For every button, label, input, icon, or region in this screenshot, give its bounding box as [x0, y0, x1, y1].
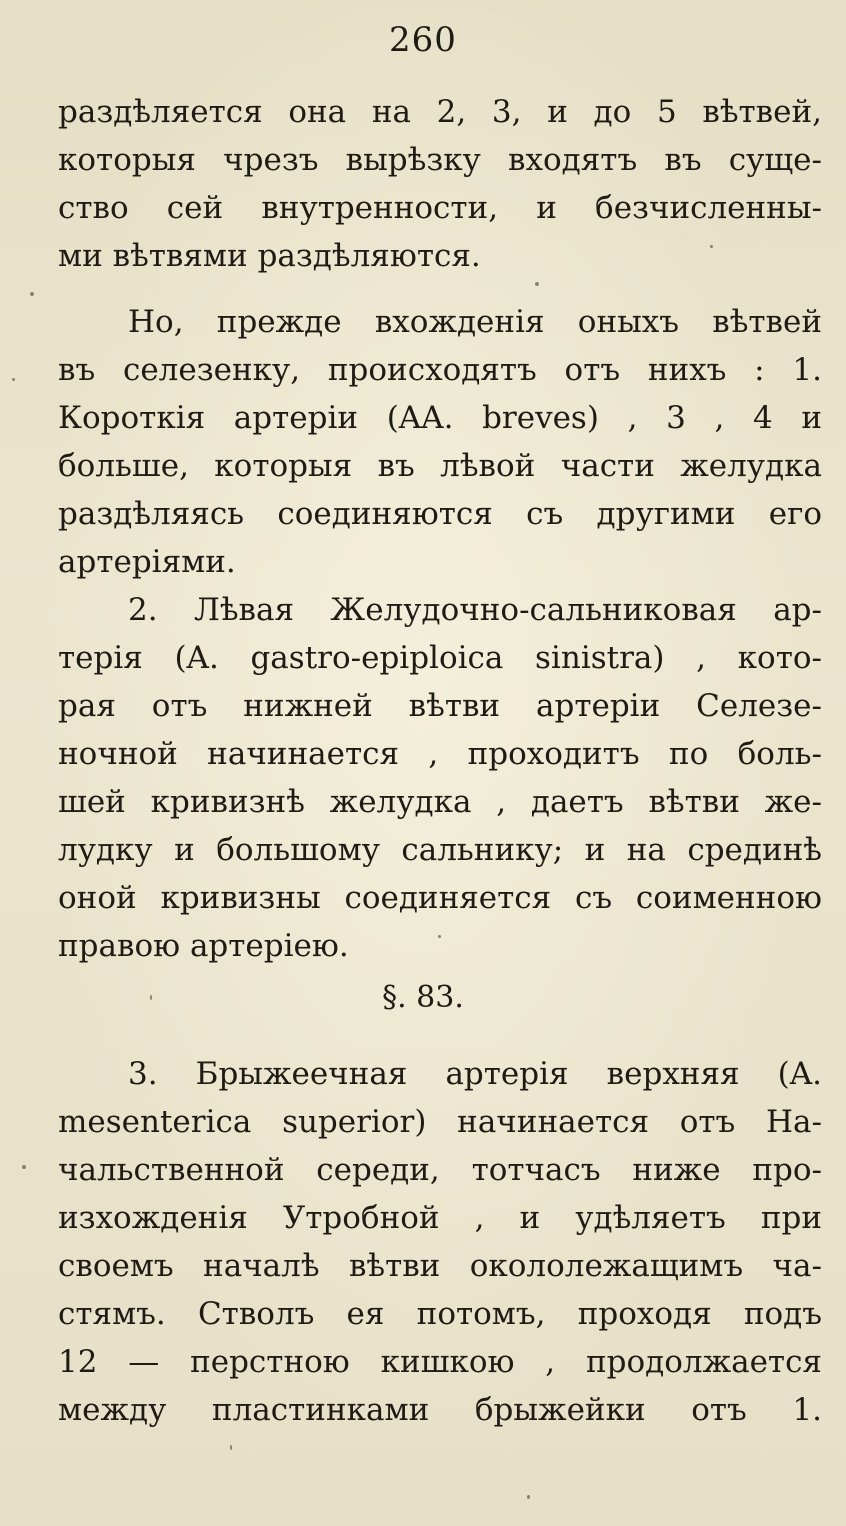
text-line: терія (A. gastro-epiploica sinistra) , кото-	[58, 640, 822, 676]
paragraph-4	[58, 1050, 822, 1434]
paper-speck	[438, 935, 441, 938]
paper-speck	[535, 282, 539, 286]
text-line: Но, прежде вхожденія оныхъ вѣтвей	[128, 304, 822, 340]
text-line: 2. Лѣвая Желудочно-сальниковая ар-	[128, 592, 822, 628]
text-line: правою артеріею.	[58, 928, 349, 964]
text-line: между пластинками брыжейки отъ 1.	[58, 1392, 822, 1428]
paper-speck	[710, 245, 713, 248]
paragraph-3	[58, 586, 822, 970]
paragraph-1	[58, 88, 822, 280]
text-line: ми вѣтвями раздѣляются.	[58, 238, 481, 274]
section-heading: §. 83.	[382, 980, 464, 1015]
paragraph-2	[58, 298, 822, 586]
text-line: рая отъ нижней вѣтви артеріи Селезе-	[58, 688, 822, 724]
text-line: Короткія артеріи (AA. breves) , 3 , 4 и	[58, 400, 822, 436]
paper-speck	[12, 378, 15, 381]
text-line: артеріями.	[58, 544, 236, 580]
text-line: изхожденія Утробной , и удѣляетъ при	[58, 1200, 822, 1236]
text-line: 12 — перстною кишкою , продолжается	[58, 1344, 822, 1380]
text-line: лудку и большому сальнику; и на срединѣ	[58, 832, 822, 868]
paper-speck	[527, 1495, 530, 1499]
text-line: 3. Брыжеечная артерія верхняя (A.	[128, 1056, 822, 1092]
paper-speck	[22, 1165, 26, 1169]
paper-speck	[150, 995, 152, 1000]
text-line: которыя чрезъ вырѣзку входятъ въ суще-	[58, 142, 822, 178]
text-line: раздѣляется она на 2, 3, и до 5 вѣтвей,	[58, 94, 822, 130]
paper-speck	[230, 1445, 232, 1450]
text-line: раздѣляясь соединяются съ другими его	[58, 496, 822, 532]
text-line: mesenterica superior) начинается отъ На-	[58, 1104, 822, 1140]
text-line: своемъ началѣ вѣтви окололежащимъ ча-	[58, 1248, 822, 1284]
text-line: шей кривизнѣ желудка , даетъ вѣтви же-	[58, 784, 822, 820]
text-line: въ селезенку, происходятъ отъ нихъ : 1.	[58, 352, 822, 388]
text-line: стямъ. Стволъ ея потомъ, проходя подъ	[58, 1296, 822, 1332]
text-line: больше, которыя въ лѣвой части желудка	[58, 448, 822, 484]
page-number: 260	[389, 20, 457, 60]
text-line: ночной начинается , проходитъ по боль-	[58, 736, 822, 772]
text-line: чальственной середи, тотчасъ ниже про-	[58, 1152, 822, 1188]
text-line: оной кривизны соединяется съ соименною	[58, 880, 822, 916]
text-line: ство сей внутренности, и безчисленны-	[58, 190, 822, 226]
paper-speck	[30, 292, 34, 296]
